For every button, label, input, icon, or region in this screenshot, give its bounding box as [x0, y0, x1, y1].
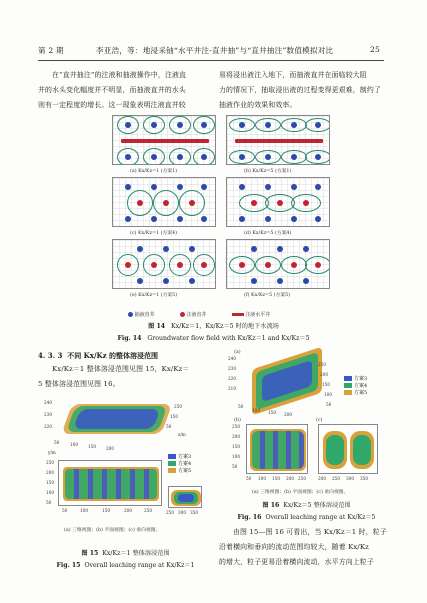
figure-14-caption-cn: 图 14 Kx/Kz＝1，Kx/Kz＝5 时的地下水流场	[148, 323, 279, 330]
panel-caption: (d) Kx/Kz=5 (方案4)	[244, 231, 292, 236]
fig16-side-view	[318, 424, 378, 474]
axis-label: y/m	[48, 450, 56, 455]
horizontal-well	[235, 139, 323, 143]
fig15-legend: 方案3 方案4 方案5	[168, 454, 191, 475]
fig16-subcaption: (a) 三维视图；(b) 平面视图；(c) 垂向视图。	[252, 490, 349, 495]
running-title: 李亚浩，等：地浸采铀“水平井注-直井抽”与“直井抽注”数值模拟对比	[96, 46, 334, 55]
tail-paragraph	[219, 525, 387, 571]
flow-panel-f	[226, 239, 330, 289]
fig16-3d-view	[248, 356, 328, 408]
fig16-plan-view	[246, 424, 308, 474]
panel-caption: (b) Kx/Kz=5 (方案1)	[244, 169, 292, 174]
intro-right-line: 抽液作业的效果和效率。	[219, 101, 297, 110]
intro-left-line: 井的水头变化幅度并不明显，而抽液直井的水头	[38, 86, 186, 95]
section-heading: 4. 3. 3 不同 Kx/Kz 的整体溶浸范围	[38, 351, 158, 360]
flow-panel-d	[226, 177, 330, 227]
figure-14-legend	[128, 311, 270, 318]
section-line: Kx/Kz＝1 整体溶浸范围见图 15，Kx/Kz＝	[52, 365, 190, 373]
fig15-subcaption: (a) 三维视图；(b) 平面视图；(c) 垂向视图。	[64, 528, 161, 533]
flow-panel-c	[112, 177, 216, 227]
figure-16: (a) 240 230 220 210 50 100 150 200 250 200 150 100 50 方案3 方案4 方案5 (b) 250 200 150 100 50 50 100 150 200 250 (c) 200 250 300 350 (a) 三维视图；(b) 平面视图；(c) 垂向视图。	[228, 352, 388, 500]
intro-left-line: 则有一定程度的增长。这一现象表明注液直井较	[38, 101, 186, 110]
flow-panel-b	[226, 115, 330, 165]
fig16-legend: 方案3 方案4 方案5	[344, 376, 367, 397]
legend-inject-well: 注液直井	[186, 312, 207, 318]
intro-left-line: 在“直井抽注”的注液和抽液操作中，注液直	[52, 71, 187, 79]
intro-right-line: 力的情况下，抽取浸出液的过程变得更艰难，制约了	[219, 86, 381, 95]
section-text	[38, 362, 190, 392]
figure-14	[112, 115, 332, 321]
panel-caption: (f) Kx/Kz=5 (方案5)	[244, 293, 291, 298]
flow-panel-a	[112, 115, 216, 165]
figure-16-caption-cn: 图 16 Kx/Kz＝5 整体溶浸范围	[262, 502, 351, 509]
figure-16-caption-en: Fig. 16 Overall leaching range at Kx/Kz＝5	[237, 514, 376, 521]
legend-pump-well: 抽液直井	[134, 312, 155, 318]
figure-14-caption-en: Fig. 14 Groundwater flow field with Kx/Kz＝1 and Kx/Kz＝5	[117, 335, 310, 342]
figure-15-caption-cn: 图 15 Kx/Kz＝1 整体溶浸范围	[81, 550, 170, 557]
tail-line: 由图 15—图 16 可看出，当 Kx/Kz＝1 时，粒子	[233, 528, 387, 536]
page-number: 25	[370, 45, 381, 54]
tail-line: 的增大，粒子更易沿着横向流动，水平方向上粒子	[219, 558, 374, 567]
tail-line: 沿着横向和垂向的流动范围均较大，随着 Kx/Kz	[219, 543, 369, 552]
intro-right-line: 易将浸出液注入地下，而抽液直井在面临较大阻	[219, 71, 367, 79]
section-line: 5 整体溶浸范围见图 16。	[38, 380, 120, 389]
figure-15-caption-en: Fig. 15 Overall leaching range at Kx/Kz＝1	[56, 562, 195, 569]
axis-label: x/m	[178, 432, 186, 437]
intro-right-column	[219, 68, 381, 114]
figure-15: 240 230 220 50 100 150 200 y/m 50 150 250 x/m 方案3 方案4 方案5 250 200 150 100 50 50 100 150 200 250 250 300 350 (a) 三维视图；(b) 平面视图；(c) 垂向视图。	[44, 392, 204, 540]
legend-horizontal-well: 注液水平井	[245, 312, 271, 318]
panel-caption: (c) Kx/Kz=1 (方案4)	[130, 231, 177, 236]
intro-left-column	[38, 68, 186, 114]
header-rule	[38, 60, 384, 61]
horizontal-well	[121, 139, 209, 143]
flow-panel-e	[112, 239, 216, 289]
fig15-3d-view	[53, 396, 181, 446]
panel-caption: (a) Kx/Kz=1 (方案1)	[130, 169, 178, 174]
issue-number: 第 2 期	[38, 46, 64, 55]
panel-caption: (e) Kx/Kz=1 (方案5)	[130, 293, 178, 298]
fig15-side-view	[168, 486, 202, 508]
fig15-plan-view	[58, 460, 162, 506]
